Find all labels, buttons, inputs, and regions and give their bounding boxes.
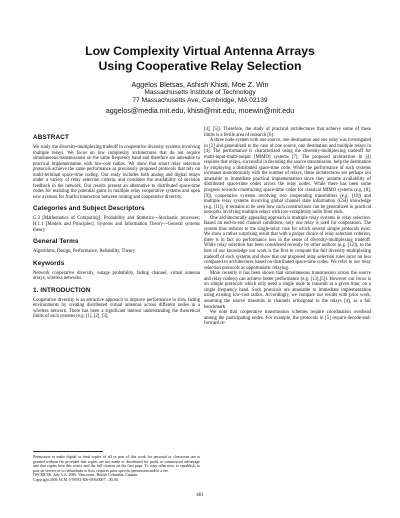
conference-line: IWCMC'06, July 3–6, 2006, Vancouver, British Columbia, Canada. bbox=[33, 473, 138, 478]
categories-heading: Categories and Subject Descriptors bbox=[33, 205, 145, 213]
introduction-heading: 1. INTRODUCTION bbox=[33, 286, 91, 294]
right-paragraph-1: [4], [5]). Therefore, the study of practical architectures that achieve some of these limits is a fertile area of research [6]. bbox=[204, 127, 371, 138]
footnote-rule bbox=[33, 451, 103, 452]
right-paragraph-2: A three node system with one source, one destination and one relay was investigated in [2] and generalized to the case of one source, one destination and multiple relays in [4]. The performance is characterized using the diversity-multiplexing tradeoff for multi-input-multi-output (MIMO) systems [7]. The proposed architecture in [4] requires that relays, successful in decoding the source transmission, help the destination by employing a distributed space-time code. While the performance of such systems increases monotonically with the number of relays, these architectures are perhaps not amenable to immediate practical implementation since they assume availability of distributed space-time codes across the relay nodes. While there has been some progress towards constructing space-time codes for classical MIMO systems (e.g. [8], [9]), cooperative systems involving two cooperating transmitters (e.g. [10]) and multiple relay systems involving global channel state information (CSI) knowledge (e.g. [11]), it remains to be seen how such constructions can be generalized in practical networks involving multiple relays with low-complexity radio front ends. bbox=[204, 138, 371, 216]
left-column bbox=[33, 134, 200, 320]
keywords-text: Network cooperative diversity, outage probability, fading channel, virtual antenna arrays, wireless networks. bbox=[33, 270, 200, 282]
author-emails: aggelos@media.mit.edu, khisti@mit.edu, moewin@mit.edu bbox=[105, 106, 295, 115]
permission-notice: Permission to make digital or hard copies of all or part of this work for personal or classroom use is granted without fee provided that copies are not made or distributed for profit or commercial advantage and that copies bear this notice and the full citation on the first page. To copy otherwise, to republish, to post on servers or to redistribute to lists, requires prior specific permission and/or a fee. bbox=[33, 455, 200, 473]
right-column bbox=[204, 127, 371, 327]
copyright-line: Copyright 2006 ACM 1-59593-306-9/06/0007 ...$5.00. bbox=[33, 477, 119, 482]
copyright-footnote bbox=[33, 455, 200, 483]
general-terms-heading: General Terms bbox=[33, 238, 79, 246]
categories-text: G.3 [Mathematics of Computing]: Probability and Statistics—Stochastic processes; H.1.1 [Models and Principles]: Systems and Information Theory—General systems theory bbox=[33, 216, 200, 233]
author-block bbox=[0, 81, 400, 115]
title-line-1: Low Complexity Virtual Antenna Arrays bbox=[85, 44, 315, 58]
general-terms-text: Algorithms, Design, Performance, Reliability, Theory bbox=[33, 249, 136, 255]
page-number: 461 bbox=[196, 493, 204, 498]
affiliation-line-2: 77 Massachusetts Ave, Cambridge, MA 02139 bbox=[132, 97, 268, 104]
right-paragraph-3: One architecturally appealing approach is multiple relay systems in relay selection. Based on end-to-end channel conditions, only one relay is used for cooperation. The system thus reduces to the single-relay case for which several simple protocols exist. We show a rather surprising result that with a proper choice of relay selection criterion, there is in fact no performance loss in the sense of diversity-multiplexing tradeoff. While relay selection has been considered recently by other authors (e.g. [12]), to the best of our knowledge our work is the first to compute the full diversity-multiplexing tradeoff of such systems and show that our proposed relay selection rules incur no loss compared to architectures based on distributed space-time codes. We refer to our relay selection protocols as opportunistic relaying. bbox=[204, 215, 371, 271]
keywords-heading: Keywords bbox=[33, 259, 65, 267]
right-paragraph-5: We note that cooperative transmission schemes require coordination overhead among the participating nodes. For example, the protocols in [5] require decode-and-forward re- bbox=[204, 310, 371, 327]
affiliation-line-1: Massachusetts Institute of Technology bbox=[144, 89, 256, 96]
right-paragraph-4: More recently it has been shown that simultaneous transmission across the source and relay node(s) can achieve better performance (e.g. [13],[5]). However our focus is on simple protocols which only need a single node to transmit at a given time; on a single frequency band. Such protocols are amenable to immediate implementation using existing low-cost radios. Accordingly, we compare our results with prior work, assuming the source transmits in channels orthogonal to the relays [4], as a fair benchmark. bbox=[204, 271, 371, 310]
abstract-text: We study the diversity-multiplexing tradeoff in cooperative diversity systems involving multiple relays. We focus on low complexity architectures that do not require simultaneous transmissions on the same frequency band and therefore are amenable to practical implementation with low-cost radios. We show that smart relay selection protocols achieve the same performance as previously proposed protocols that rely on multi-terminal space-time coding. Our study includes both analog and digital relays under a variety of relay selection criteria, and considers the availability of decision feedback in the network. Our results present an alternative to distributed space-time codes for realizing the potential gains in multiple relay cooperative systems and open new avenues for fruitful interaction between routing and cooperative diversity. bbox=[33, 145, 200, 200]
author-names: Aggelos Bletsas, Ashish Khisti, Moe Z. Win bbox=[131, 80, 269, 89]
paper-title bbox=[0, 44, 400, 74]
title-line-2: Using Cooperative Relay Selection bbox=[98, 59, 302, 73]
introduction-text: Cooperative diversity is an attractive approach to improve performance in slow fading environments by creating distributed virtual antennas across different nodes in a wireless network. There has been a significant interest understanding the theoretical limits of such systems (e.g. [1], [2], [3], bbox=[33, 297, 200, 320]
abstract-heading: ABSTRACT bbox=[33, 134, 69, 141]
